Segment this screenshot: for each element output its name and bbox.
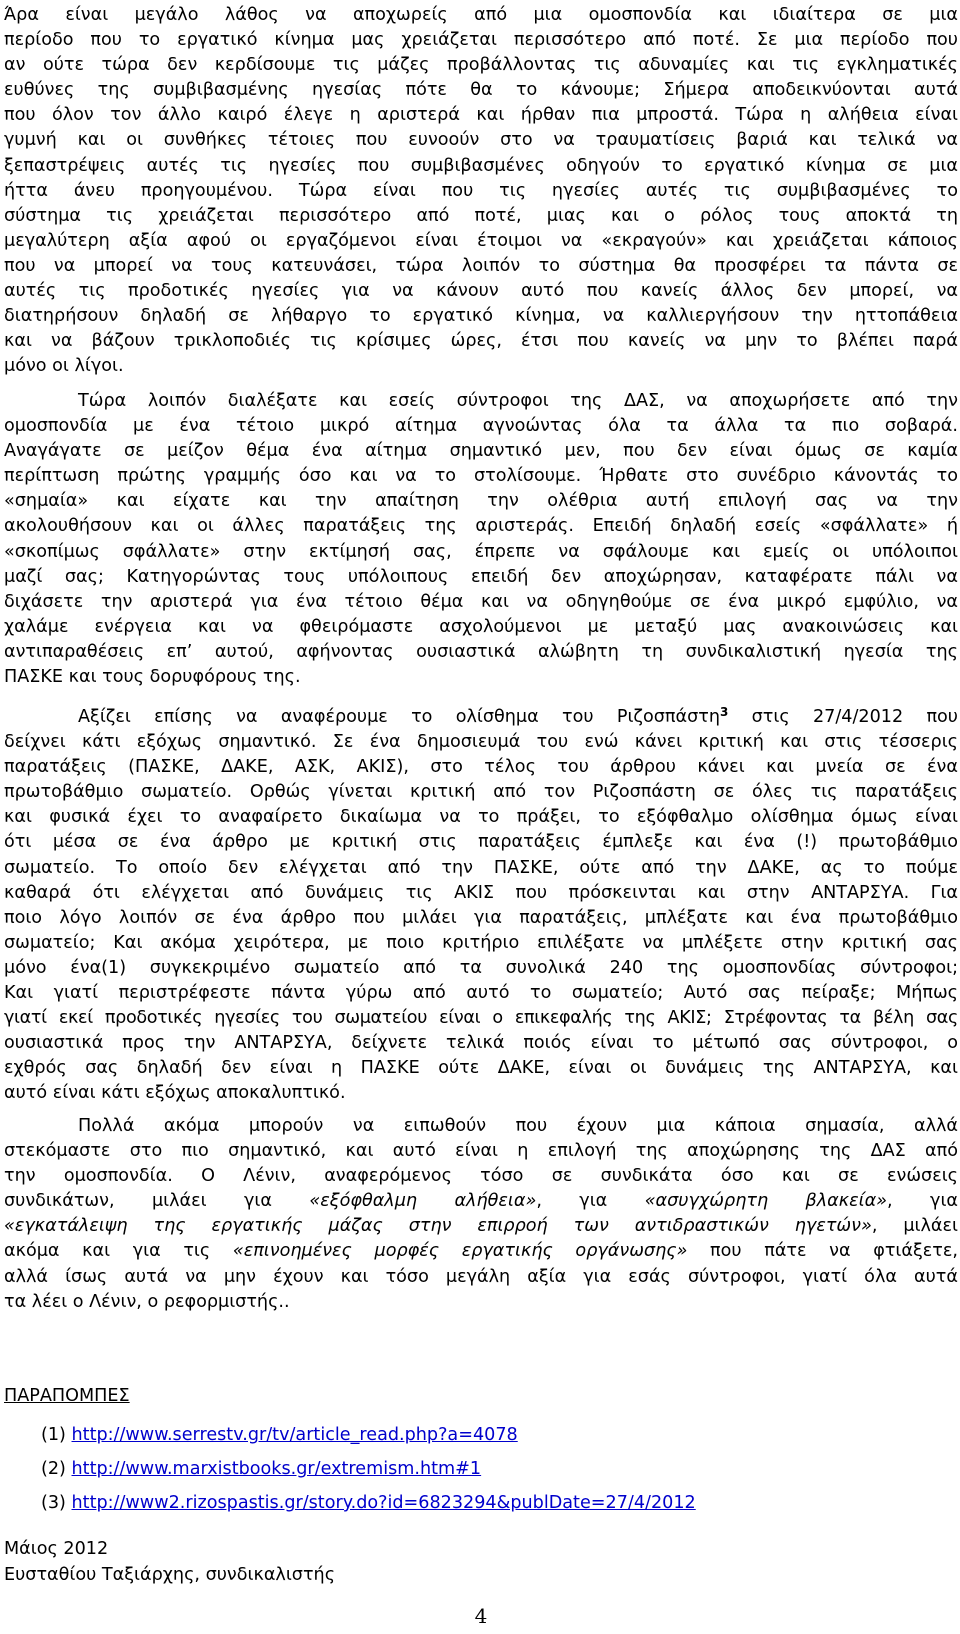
paragraph-1 bbox=[4, 3, 958, 379]
reference-item bbox=[41, 1418, 696, 1452]
text-line: Τώρα λοιπόν διαλέξατε και εσείς σύντροφοι της ΔΑΣ, να αποχωρήσετε από την bbox=[78, 391, 958, 411]
text-line: μόνο οι λίγοι. bbox=[4, 356, 124, 377]
lenin-quote: «εξόφθαλμη αλήθεια» bbox=[309, 1191, 537, 1212]
signature-block bbox=[4, 1536, 335, 1588]
text-line: σωματείο; Και ακόμα χειρότερα, με ποιο κριτήριο επιλέξατε να μπλέξετε στην κριτική σας bbox=[4, 932, 958, 953]
text-line: ήττα άνευ προηγουμένου. Τώρα είναι που τις ηγεσίες αυτές τις συμβιβασμένες το bbox=[4, 180, 958, 201]
text-line bbox=[4, 1189, 958, 1214]
text-line: Άρα είναι μεγάλο λάθος να αποχωρείς από μια ομοσπονδία και ιδιαίτερα σε μια bbox=[4, 5, 958, 25]
text-line: την ομοσπονδία. Ο Λένιν, αναφερόμενος τόσο σε συνδικάτα όσο και σε ενώσεις bbox=[4, 1166, 958, 1187]
text-line: ακολουθήσουν και οι άλλες παρατάξεις της αριστεράς. Επειδή δηλαδή εσείς «σφάλλατε» ή bbox=[4, 516, 958, 537]
text-line: ξεπαστρέψεις αυτές τις ηγεσίες που συμβιβασμένες οδηγούν το εργατικό κίνημα σε μια bbox=[4, 155, 958, 176]
text-line: χαλάμε ενέργεια και να φθειρόμαστε ασχολούμενοι με μεταξύ μας ανακοινώσεις και bbox=[4, 616, 958, 637]
text-line: αλλά ίσως αυτά να μην έχουν και τόσο μεγάλη αξία για εσάς σύντροφοι, γιατί όλα αυτά bbox=[4, 1266, 958, 1287]
text-line: ποιο λόγο λοιπόν σε ένα άρθρο που μιλάει για παρατάξεις, μπλέξατε και ένα πρωτοβάθμιο bbox=[4, 907, 958, 928]
text-line: μόνο ένα(1) συγκεκριμένο σωματείο από τα συνολικά 240 της ομοσπονδίας σύντροφοι; bbox=[4, 957, 958, 978]
text-fragment: στις 27/4/2012 που bbox=[728, 707, 958, 727]
text-line: Πολλά ακόμα μπορούν να ειπωθούν που έχουν μια κάποια σημασία, αλλά bbox=[78, 1116, 958, 1136]
text-fragment: ακόμα και για τις bbox=[4, 1241, 233, 1262]
text-line: γυμνή και οι συνθήκες τέτοιες που ευνοούν στο να τραυματίσεις βαριά και τελικά να bbox=[4, 130, 958, 151]
footnote-marker: 3 bbox=[719, 705, 729, 719]
references-list bbox=[41, 1418, 696, 1520]
reference-item bbox=[41, 1486, 696, 1520]
signature-author: Ευσταθίου Ταξιάρχης, συνδικαλιστής bbox=[4, 1565, 336, 1585]
text-line: τα λέει ο Λένιν, ο ρεφορμιστής.. bbox=[4, 1291, 290, 1312]
text-line bbox=[4, 700, 958, 730]
text-line: Αναγάγατε σε μείζον θέμα ένα αίτημα σημαντικό μεν, που δεν είναι όμως σε καμία bbox=[4, 441, 958, 462]
text-line: και φυσικά έχει το αναφαίρετο δικαίωμα να το πράξει, το εξόφθαλμο ολίσθημα όμως είναι bbox=[4, 807, 958, 828]
text-line: αυτές τις προδοτικές ηγεσίες για να κάνουν αυτό που κανείς άλλος δεν μπορεί, να bbox=[4, 281, 958, 302]
text-line bbox=[4, 1239, 958, 1264]
text-line: και να βάζουν τρικλοποδιές τις κρίσιμες ώρες, έτσι που κανείς να μην το βλέπει παρά bbox=[4, 331, 958, 352]
text-fragment: συνδικάτων, μιλάει για bbox=[4, 1191, 310, 1212]
text-fragment: , μιλάει bbox=[871, 1216, 958, 1237]
reference-number: (3) bbox=[41, 1493, 72, 1513]
page-number: 4 bbox=[474, 1604, 488, 1628]
text-line: διχάσετε την αριστερά για ένα τέτοιο θέμα και να οδηγηθούμε σε ένα μικρό εμφύλιο, να bbox=[4, 591, 958, 612]
paragraph-2 bbox=[4, 389, 958, 690]
text-line: ευθύνες της συμβιβασμένης ηγεσίας πότε θα το κάνουμε; Σήμερα αποδεικνύονται αυτά bbox=[4, 80, 958, 101]
text-line: διατηρήσουν δηλαδή σε λήθαργο το εργατικό κίνημα, να καλλιεργήσουν την ηττοπάθεια bbox=[4, 306, 958, 327]
text-line: καθαρά ότι ελέγχεται από δυνάμεις τις ΑΚΙΣ που πρόσκεινται και στην ΑΝΤΑΡΣΥΑ. Για bbox=[4, 882, 958, 903]
text-fragment: που πάτε να φτιάξετε, bbox=[687, 1241, 958, 1262]
text-line: που να μπορεί να τους κατευνάσει, τώρα λοιπόν το σύστημα θα προσφέρει τα πάντα σε bbox=[4, 255, 958, 276]
text-line: εχθρός σας δηλαδή δεν είναι η ΠΑΣΚΕ ούτε ΔΑΚΕ, είναι οι δυνάμεις της ΑΝΤΑΡΣΥΑ, και bbox=[4, 1058, 958, 1079]
text-line: στεκόμαστε στο πιο σημαντικό, και αυτό είναι η επιλογή της αποχώρησης της ΔΑΣ από bbox=[4, 1141, 958, 1162]
reference-number: (1) bbox=[41, 1425, 72, 1445]
reference-link[interactable]: http://www.serrestv.gr/tv/article_read.php?a=4078 bbox=[71, 1425, 518, 1445]
text-fragment: Αξίζει επίσης να αναφέρουμε το ολίσθημα του Ριζοσπάστη bbox=[78, 707, 720, 727]
paragraph-3 bbox=[4, 700, 958, 1107]
lenin-quote: «επινοημένες μορφές εργατικής οργάνωσης» bbox=[232, 1241, 688, 1262]
paragraph-4 bbox=[4, 1114, 958, 1315]
text-line: δείχνει κάτι εξόχως σημαντικό. Σε ένα δημοσιευμά του ενώ κάνει κριτική και στις τέσσερις bbox=[4, 732, 958, 753]
text-line: αν ούτε τώρα δεν κερδίσουμε τις μάζες προβάλλοντας τις αδυναμίες και τις εγκληματικές bbox=[4, 55, 958, 76]
text-line: ουσιαστικά προς την ΑΝΤΑΡΣΥΑ, δείχνετε τελικά ποιός είναι το μέτωπό σας σύντροφοι, ο bbox=[4, 1033, 958, 1054]
text-line: σύστημα τις χρειάζεται περισσότερο από ποτέ, μιας και ο ρόλος τους αποκτά τη bbox=[4, 205, 958, 226]
reference-link[interactable]: http://www.marxistbooks.gr/extremism.htm#1 bbox=[71, 1459, 482, 1479]
signature-date: Μάιος 2012 bbox=[4, 1539, 109, 1559]
text-line: που όλον τον άλλο καιρό έλεγε η αριστερά και ήρθαν πια μπροστά. Τώρα η αλήθεια είναι bbox=[4, 105, 958, 126]
text-line: παρατάξεις (ΠΑΣΚΕ, ΔΑΚΕ, ΑΣΚ, ΑΚΙΣ), στο τέλος του άρθρου κάνει και μνεία σε ένα bbox=[4, 757, 958, 778]
text-line: αντιπαραθέσεις επ’ αυτού, αφήνοντας ουσιαστικά αλώβητη τη συνδικαλιστική ηγεσία της bbox=[4, 641, 958, 662]
text-line: περίοδο που το εργατικό κίνημα μας χρειάζεται περισσότερο από ποτέ. Σε μια περίοδο που bbox=[4, 30, 958, 51]
text-line: πρωτοβάθμιο σωματείο. Ορθώς γίνεται κριτική από τον Ριζοσπάστη σε όλες τις παρατάξεις bbox=[4, 782, 958, 803]
text-line: γιατί εκεί προδοτικές ηγεσίες του σωματείου είναι ο επικεφαλής της ΑΚΙΣ; Στρέφοντας τα βέλη σας bbox=[4, 1008, 958, 1029]
lenin-quote: «ασυγχώρητη βλακεία» bbox=[644, 1191, 888, 1212]
reference-link[interactable]: http://www2.rizospastis.gr/story.do?id=6823294&publDate=27/4/2012 bbox=[71, 1493, 696, 1513]
text-line: μαζί σας; Κατηγορώντας τους υπόλοιπους επειδή δεν αποχώρησαν, καταφέρατε πάλι να bbox=[4, 566, 958, 587]
lenin-quote: «εγκατάλειψη της εργατικής μάζας στην επιρροή των αντιδραστικών ηγετών» bbox=[4, 1216, 872, 1237]
text-line: ΠΑΣΚΕ και τους δορυφόρους της. bbox=[4, 667, 301, 688]
text-line: Και γιατί περιστρέφεστε πάντα γύρω από αυτό το σωματείο; Αυτό σας πείραξε; Μήπως bbox=[4, 983, 958, 1004]
reference-number: (2) bbox=[41, 1459, 72, 1479]
reference-item bbox=[41, 1452, 696, 1486]
text-line: ότι μέσα σε ένα άρθρο με κριτική στις παρατάξεις έμπλεξε και ένα (!) πρωτοβάθμιο bbox=[4, 832, 958, 853]
text-line: σωματείο. Το οποίο δεν ελέγχεται από την ΠΑΣΚΕ, ούτε από την ΔΑΚΕ, ας το πούμε bbox=[4, 857, 958, 878]
text-fragment: , για bbox=[536, 1191, 645, 1212]
text-line: μεγαλύτερη αξία αφού οι εργαζόμενοι είναι έτοιμοι να «εκραγούν» και χρειάζεται κάποιος bbox=[4, 230, 958, 251]
text-line: ομοσπονδία με ένα τέτοιο μικρό αίτημα αγνοώντας όλα τα άλλα τα πιο σοβαρά. bbox=[4, 416, 958, 437]
text-line: «σημαία» και είχατε και την απαίτηση την ολέθρια αυτή επιλογή σας να την bbox=[4, 491, 958, 512]
text-fragment: , για bbox=[887, 1191, 958, 1212]
text-line: «σκοπίμως σφάλλατε» στην εκτίμησή σας, έπρεπε να σφάλουμε και εμείς οι υπόλοιποι bbox=[4, 541, 958, 562]
text-line: περίπτωση πρώτης γραμμής όσο και να το στολίσουμε. Ήρθατε στο συνέδριο κάνοντάς το bbox=[4, 466, 958, 487]
text-line bbox=[4, 1214, 958, 1239]
text-line: αυτό είναι κάτι εξόχως αποκαλυπτικό. bbox=[4, 1083, 346, 1104]
references-heading: ΠΑΡΑΠΟΜΠΕΣ bbox=[4, 1386, 130, 1406]
